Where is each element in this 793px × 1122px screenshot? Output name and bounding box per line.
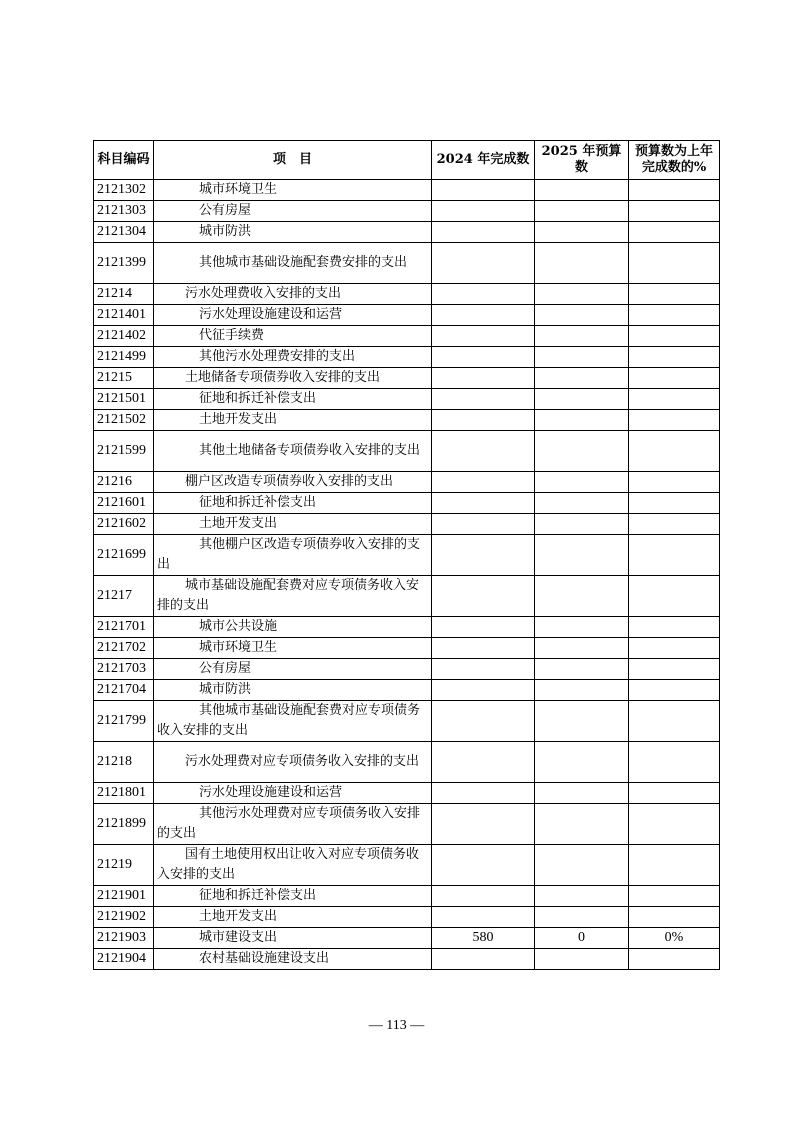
row-code: 2121302 — [94, 180, 154, 201]
row-ratio-percent — [629, 305, 720, 326]
row-2024-actual — [432, 514, 535, 535]
table-row — [94, 783, 720, 804]
row-2025-budget — [535, 180, 629, 201]
row-2025-budget — [535, 804, 629, 845]
table-row — [94, 576, 720, 617]
row-code: 2121599 — [94, 431, 154, 472]
row-ratio-percent — [629, 431, 720, 472]
page-number: — 113 — — [368, 1018, 425, 1033]
table-row — [94, 742, 720, 783]
row-2024-actual — [432, 617, 535, 638]
row-2025-budget — [535, 410, 629, 431]
row-item-name: 城市环境卫生 — [154, 180, 432, 201]
table-row — [94, 347, 720, 368]
row-item-name: 其他城市基础设施配套费安排的支出 — [154, 243, 432, 284]
row-ratio-percent — [629, 326, 720, 347]
row-ratio-percent — [629, 222, 720, 243]
row-ratio-percent — [629, 201, 720, 222]
row-code: 2121902 — [94, 907, 154, 928]
row-2024-actual — [432, 222, 535, 243]
row-item-name: 土地储备专项债券收入安排的支出 — [154, 368, 432, 389]
row-2024-actual — [432, 389, 535, 410]
row-2025-budget — [535, 201, 629, 222]
row-item-name: 其他棚户区改造专项债券收入安排的支出 — [154, 535, 432, 576]
row-2024-actual — [432, 680, 535, 701]
row-ratio-percent — [629, 347, 720, 368]
table-row — [94, 284, 720, 305]
row-code: 2121304 — [94, 222, 154, 243]
row-code: 2121699 — [94, 535, 154, 576]
row-ratio-percent — [629, 493, 720, 514]
row-2025-budget — [535, 222, 629, 243]
table-header-row — [94, 141, 720, 180]
row-2025-budget — [535, 680, 629, 701]
row-2025-budget — [535, 617, 629, 638]
row-2025-budget — [535, 886, 629, 907]
row-2024-actual — [432, 907, 535, 928]
row-2024-actual — [432, 305, 535, 326]
row-ratio-percent — [629, 659, 720, 680]
row-ratio-percent — [629, 514, 720, 535]
row-2024-actual — [432, 701, 535, 742]
row-ratio-percent — [629, 576, 720, 617]
row-item-name: 其他土地储备专项债券收入安排的支出 — [154, 431, 432, 472]
row-ratio-percent — [629, 701, 720, 742]
row-2025-budget — [535, 472, 629, 493]
table-row — [94, 326, 720, 347]
row-2025-budget — [535, 326, 629, 347]
row-item-name: 农村基础设施建设支出 — [154, 949, 432, 970]
row-2024-actual — [432, 576, 535, 617]
row-item-name: 征地和拆迁补偿支出 — [154, 389, 432, 410]
row-code: 2121499 — [94, 347, 154, 368]
row-code: 2121602 — [94, 514, 154, 535]
row-ratio-percent — [629, 389, 720, 410]
row-code: 2121703 — [94, 659, 154, 680]
row-ratio-percent — [629, 535, 720, 576]
table-row — [94, 638, 720, 659]
row-item-name: 污水处理设施建设和运营 — [154, 305, 432, 326]
header-code: 科目编码 — [94, 141, 154, 180]
row-item-name: 污水处理设施建设和运营 — [154, 783, 432, 804]
row-code: 2121701 — [94, 617, 154, 638]
row-code: 2121704 — [94, 680, 154, 701]
row-2024-actual — [432, 431, 535, 472]
row-code: 2121702 — [94, 638, 154, 659]
table-row — [94, 659, 720, 680]
row-item-name: 城市环境卫生 — [154, 638, 432, 659]
row-ratio-percent: 0% — [629, 928, 720, 949]
budget-table — [93, 140, 720, 970]
row-ratio-percent — [629, 472, 720, 493]
table-row — [94, 389, 720, 410]
table-row — [94, 514, 720, 535]
row-2024-actual — [432, 472, 535, 493]
table-row — [94, 431, 720, 472]
row-2024-actual — [432, 368, 535, 389]
table-row — [94, 410, 720, 431]
table-row — [94, 305, 720, 326]
row-item-name: 土地开发支出 — [154, 514, 432, 535]
row-2025-budget — [535, 576, 629, 617]
row-code: 2121903 — [94, 928, 154, 949]
row-ratio-percent — [629, 907, 720, 928]
row-ratio-percent — [629, 949, 720, 970]
row-item-name: 其他污水处理费安排的支出 — [154, 347, 432, 368]
row-2024-actual — [432, 742, 535, 783]
row-2025-budget — [535, 949, 629, 970]
row-ratio-percent — [629, 886, 720, 907]
row-ratio-percent — [629, 410, 720, 431]
row-code: 2121899 — [94, 804, 154, 845]
row-item-name: 城市防洪 — [154, 222, 432, 243]
row-item-name: 土地开发支出 — [154, 907, 432, 928]
table-row — [94, 201, 720, 222]
row-ratio-percent — [629, 680, 720, 701]
row-2025-budget — [535, 742, 629, 783]
row-code: 21215 — [94, 368, 154, 389]
table-row — [94, 472, 720, 493]
row-2025-budget — [535, 783, 629, 804]
table-row — [94, 535, 720, 576]
row-2024-actual — [432, 180, 535, 201]
table-row — [94, 680, 720, 701]
row-code: 2121502 — [94, 410, 154, 431]
row-2024-actual — [432, 659, 535, 680]
table-row — [94, 617, 720, 638]
row-2025-budget — [535, 845, 629, 886]
row-item-name: 土地开发支出 — [154, 410, 432, 431]
row-2024-actual — [432, 201, 535, 222]
header-name: 项 目 — [154, 141, 432, 180]
row-2025-budget — [535, 493, 629, 514]
row-2024-actual — [432, 886, 535, 907]
row-2025-budget — [535, 638, 629, 659]
row-ratio-percent — [629, 368, 720, 389]
row-ratio-percent — [629, 783, 720, 804]
row-item-name: 代征手续费 — [154, 326, 432, 347]
row-2025-budget — [535, 514, 629, 535]
row-code: 21216 — [94, 472, 154, 493]
table-row — [94, 907, 720, 928]
row-item-name: 污水处理费对应专项债务收入安排的支出 — [154, 742, 432, 783]
table-row — [94, 243, 720, 284]
row-2024-actual — [432, 783, 535, 804]
row-2025-budget — [535, 284, 629, 305]
table-row — [94, 180, 720, 201]
row-code: 21214 — [94, 284, 154, 305]
row-2024-actual — [432, 638, 535, 659]
table-row — [94, 949, 720, 970]
row-ratio-percent — [629, 638, 720, 659]
header-ratio-percent: 预算数为上年完成数的% — [629, 141, 720, 180]
row-code: 2121303 — [94, 201, 154, 222]
row-code: 2121801 — [94, 783, 154, 804]
row-2024-actual — [432, 535, 535, 576]
row-ratio-percent — [629, 284, 720, 305]
row-code: 2121799 — [94, 701, 154, 742]
table-row — [94, 701, 720, 742]
row-code: 2121501 — [94, 389, 154, 410]
row-item-name: 污水处理费收入安排的支出 — [154, 284, 432, 305]
row-2025-budget — [535, 535, 629, 576]
header-2024-actual: 2024 年完成数 — [432, 141, 535, 180]
row-code: 2121901 — [94, 886, 154, 907]
table-row — [94, 886, 720, 907]
row-item-name: 其他污水处理费对应专项债务收入安排的支出 — [154, 804, 432, 845]
row-2024-actual — [432, 243, 535, 284]
table-row — [94, 845, 720, 886]
row-2024-actual — [432, 326, 535, 347]
row-item-name: 公有房屋 — [154, 659, 432, 680]
row-item-name: 其他城市基础设施配套费对应专项债务收入安排的支出 — [154, 701, 432, 742]
row-item-name: 征地和拆迁补偿支出 — [154, 886, 432, 907]
row-2025-budget — [535, 305, 629, 326]
row-ratio-percent — [629, 742, 720, 783]
row-code: 2121601 — [94, 493, 154, 514]
row-ratio-percent — [629, 617, 720, 638]
row-2024-actual — [432, 410, 535, 431]
table-row — [94, 928, 720, 949]
row-ratio-percent — [629, 243, 720, 284]
row-code: 21219 — [94, 845, 154, 886]
row-2024-actual — [432, 845, 535, 886]
row-2024-actual — [432, 284, 535, 305]
row-item-name: 征地和拆迁补偿支出 — [154, 493, 432, 514]
row-code: 2121401 — [94, 305, 154, 326]
row-ratio-percent — [629, 804, 720, 845]
row-item-name: 国有土地使用权出让收入对应专项债务收入安排的支出 — [154, 845, 432, 886]
row-code: 2121399 — [94, 243, 154, 284]
row-ratio-percent — [629, 845, 720, 886]
row-item-name: 城市建设支出 — [154, 928, 432, 949]
row-2025-budget — [535, 431, 629, 472]
row-2024-actual — [432, 347, 535, 368]
table-row — [94, 222, 720, 243]
row-2025-budget — [535, 907, 629, 928]
row-2025-budget — [535, 368, 629, 389]
row-item-name: 城市防洪 — [154, 680, 432, 701]
row-2025-budget: 0 — [535, 928, 629, 949]
table-row — [94, 493, 720, 514]
row-ratio-percent — [629, 180, 720, 201]
row-item-name: 城市公共设施 — [154, 617, 432, 638]
row-2025-budget — [535, 659, 629, 680]
row-code: 2121904 — [94, 949, 154, 970]
row-code: 2121402 — [94, 326, 154, 347]
row-code: 21218 — [94, 742, 154, 783]
row-2024-actual — [432, 804, 535, 845]
row-2025-budget — [535, 347, 629, 368]
row-code: 21217 — [94, 576, 154, 617]
table-body — [94, 180, 720, 970]
row-2025-budget — [535, 389, 629, 410]
row-item-name: 棚户区改造专项债券收入安排的支出 — [154, 472, 432, 493]
row-2025-budget — [535, 243, 629, 284]
table-row — [94, 804, 720, 845]
header-2025-budget: 2025 年预算数 — [535, 141, 629, 180]
row-2025-budget — [535, 701, 629, 742]
row-item-name: 公有房屋 — [154, 201, 432, 222]
row-2024-actual — [432, 949, 535, 970]
row-2024-actual — [432, 493, 535, 514]
row-2024-actual: 580 — [432, 928, 535, 949]
table-row — [94, 368, 720, 389]
row-item-name: 城市基础设施配套费对应专项债务收入安排的支出 — [154, 576, 432, 617]
